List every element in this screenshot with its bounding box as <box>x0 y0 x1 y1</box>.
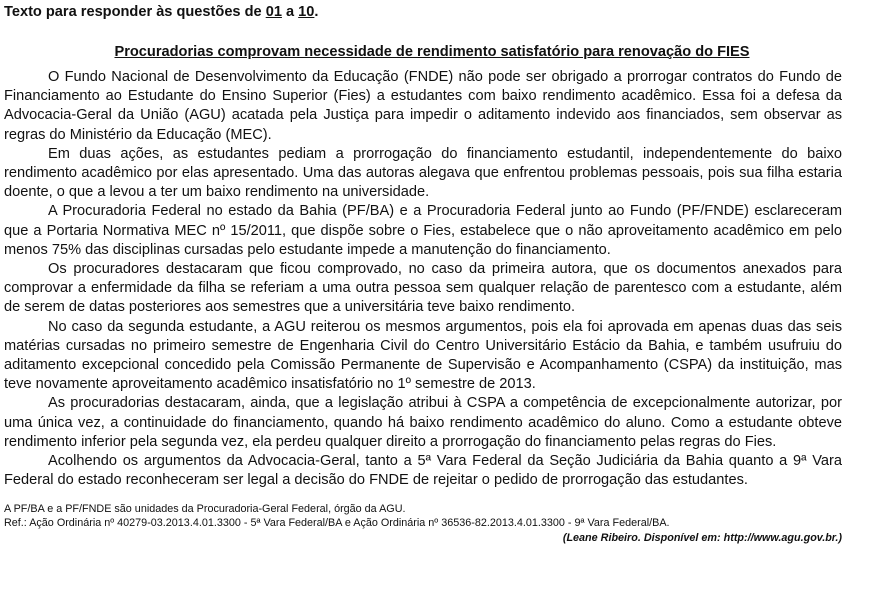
instruction-header <box>4 2 842 22</box>
legal-reference: Ref.: Ação Ordinária nº 40279-03.2013.4.01.3300 - 5ª Vara Federal/BA e Ação Ordinária nº 36536-82.2013.4.01.3300 - 9ª Vara Federal/BA. <box>4 517 670 530</box>
notes-section <box>4 502 842 530</box>
paragraph: Os procuradores destacaram que ficou comprovado, no caso da primeira autora, que os documentos anexados para comprovar a enfermidade da filha se referiam a uma outra pessoa sem qualquer relação de parentesco com a estudante, além de serem de datas posteriores aos semestres que a universitária teve baixo rendimento. <box>4 261 842 316</box>
paragraph: No caso da segunda estudante, a AGU reiterou os mesmos argumentos, pois ela foi aprovada em apenas duas das seis matérias cursadas no primeiro semestre de Engenharia Civil do Centro Universitário Estácio da Bahia, e também usufruiu do aditamento excepcional concedido pela Comissão Permanente de Supervisão e Acompanhamento (CSPA) da instituição, mas teve novamente aproveitamento acadêmico insatisfatório no 1º semestre de 2013. <box>4 318 842 393</box>
paragraph: A Procuradoria Federal no estado da Bahia (PF/BA) e a Procuradoria Federal junto ao Fundo (PF/FNDE) esclareceram que a Portaria Normativa MEC nº 15/2011, que dispõe sobre o Fies, estabelece que o não aproveitamento acadêmico em pelo menos 75% das disciplinas cursadas pelo estudante impede a manutenção do financiamento. <box>4 203 842 258</box>
article-title: Procuradorias comprovam necessidade de rendimento satisfatório para renovação do FIES <box>114 44 750 60</box>
paragraph: O Fundo Nacional de Desenvolvimento da Educação (FNDE) não pode ser obrigado a prorrogar contratos do Fundo de Financiamento ao Estudante do Ensino Superior (Fies) a estudantes com baixo rendimento acadêmico. Essa foi a defesa da Advocacia-Geral da União (AGU) acatada pela Justiça para impedir o aditamento indevido aos financiados, sem observar as regras do Ministério da Educação (MEC). <box>4 69 842 143</box>
paragraph: Em duas ações, as estudantes pediam a prorrogação do financiamento estudantil, independentemente do baixo rendimento acadêmico por elas apresentado. Uma das autoras alegava que enfrentou problemas pessoais, pois sua filha estaria doente, o que a levou a ter um baixo rendimento na universidade. <box>4 145 842 201</box>
footnote: A PF/BA e a PF/FNDE são unidades da Procuradoria-Geral Federal, órgão da AGU. <box>4 503 406 516</box>
question-range-end: 10 <box>298 4 315 20</box>
instruction-middle: a <box>281 4 299 20</box>
instruction-prefix: Texto para responder às questões de <box>4 4 266 20</box>
instruction-suffix: . <box>314 4 319 20</box>
source-citation: (Leane Ribeiro. Disponível em: http://www.agu.gov.br.) <box>562 532 842 545</box>
article-body <box>4 68 842 490</box>
paragraph: Acolhendo os argumentos da Advocacia-Geral, tanto a 5ª Vara Federal da Seção Judiciária da Bahia quanto a 9ª Vara Federal do estado reconheceram ser legal a decisão do FNDE de rejeitar o pedido de prorrogação das estudantes. <box>4 453 842 489</box>
paragraph: As procuradorias destacaram, ainda, que a legislação atribui à CSPA a competência de excepcionalmente autorizar, por uma única vez, a continuidade do financiamento, quando há baixo rendimento acadêmico do aluno. Como a estudante obteve rendimento inferior pela segunda vez, ela perdeu qualquer direito a prorrogação do financiamento pelas regras do Fies. <box>4 395 842 450</box>
question-range-start: 01 <box>265 4 282 20</box>
document-page <box>4 2 842 545</box>
